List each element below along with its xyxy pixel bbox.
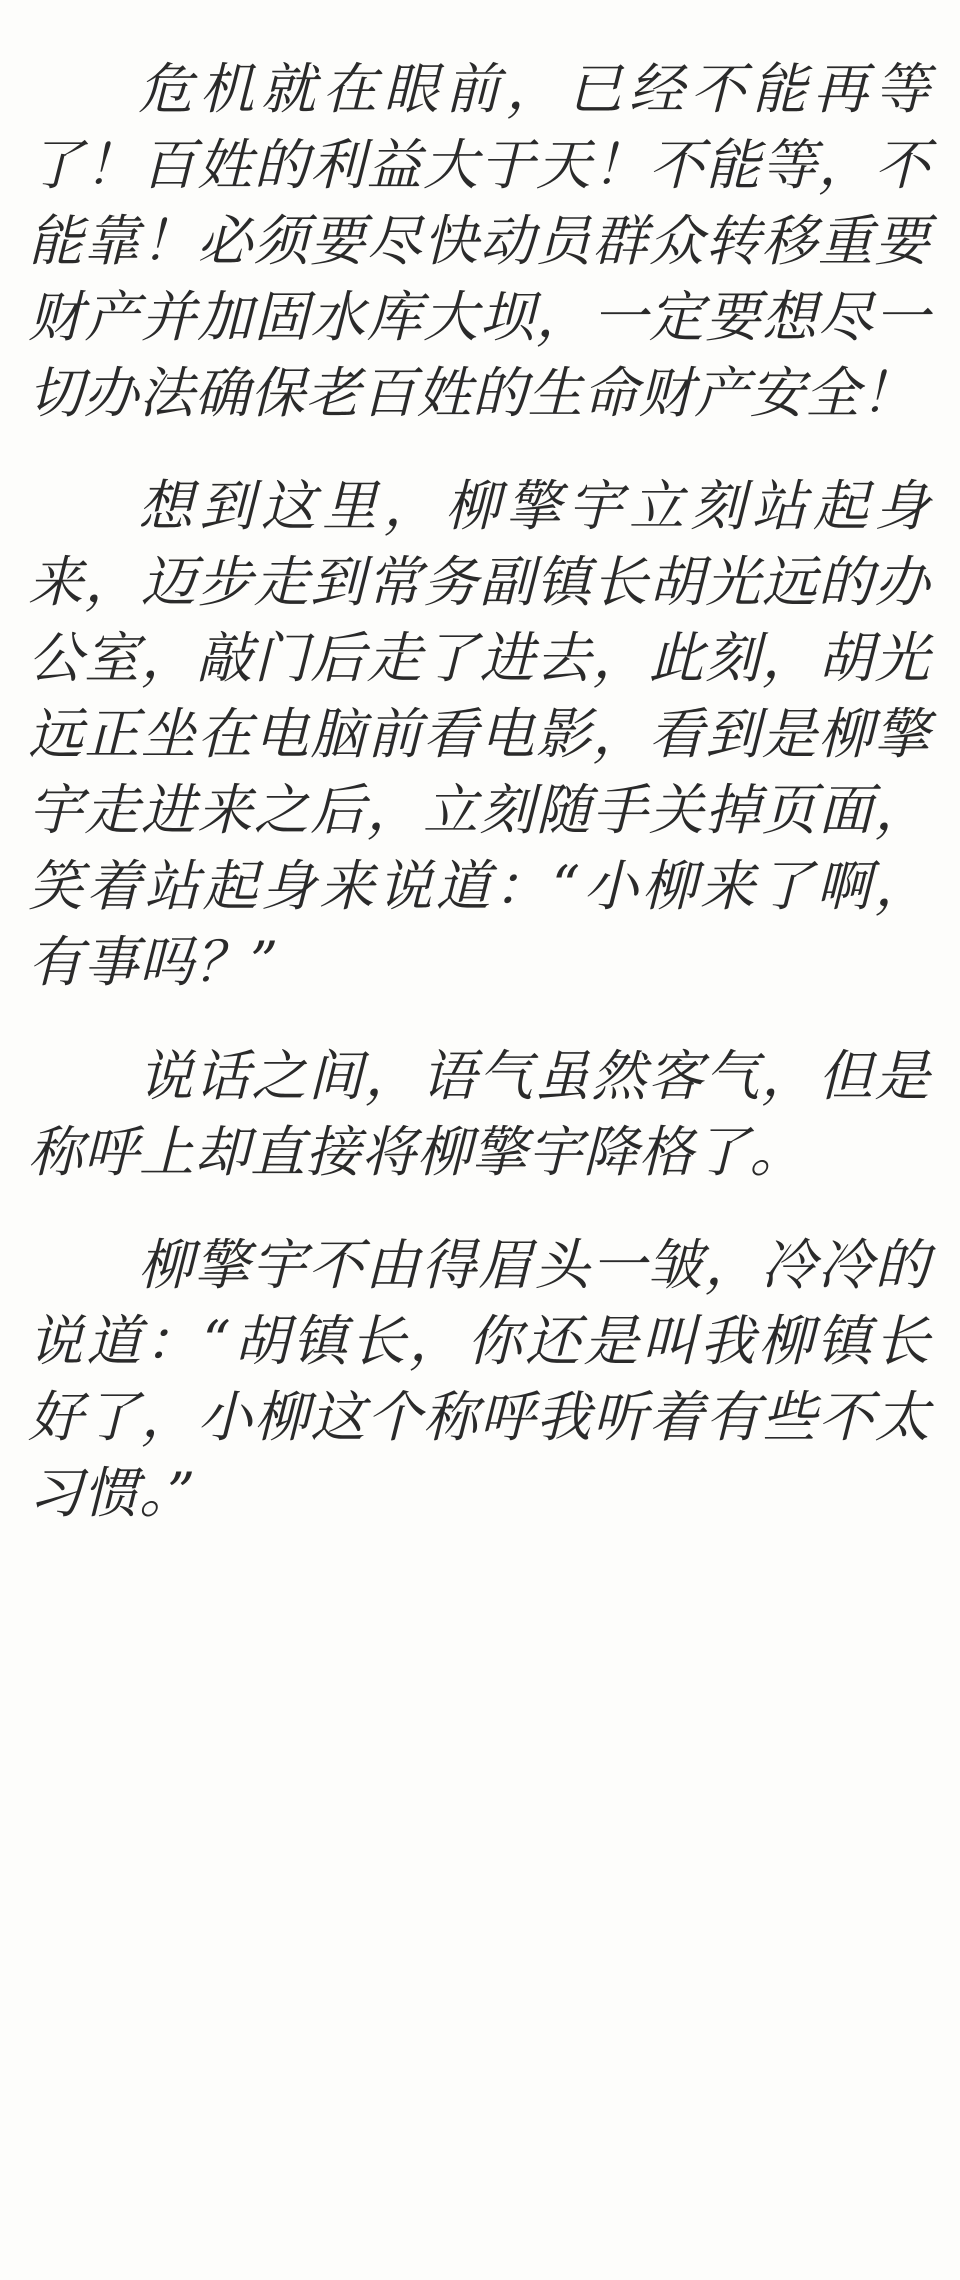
paragraph-3: 说话之间，语气虽然客气，但是称呼上却直接将柳擎宇降格了。 <box>28 1043 930 1184</box>
paragraph-4: 柳擎宇不由得眉头一皱，冷冷的说道：“胡镇长，你还是叫我柳镇长好了，小柳这个称呼我听着有些不太习惯。” <box>28 1233 930 1526</box>
paragraph-2: 想到这里，柳擎宇立刻站起身来，迈步走到常务副镇长胡光远的办公室，敲门后走了进去，此刻，胡光远正坐在电脑前看电影，看到是柳擎宇走进来之后，立刻随手关掉页面，笑着站起身来说道：“小柳来了啊，有事吗？” <box>28 474 930 994</box>
paragraph-1: 危机就在眼前，已经不能再等了！百姓的利益大于天！不能等，不能靠！必须要尽快动员群众转移重要财产并加固水库大坝，一定要想尽一切办法确保老百姓的生命财产安全！ <box>28 57 930 425</box>
